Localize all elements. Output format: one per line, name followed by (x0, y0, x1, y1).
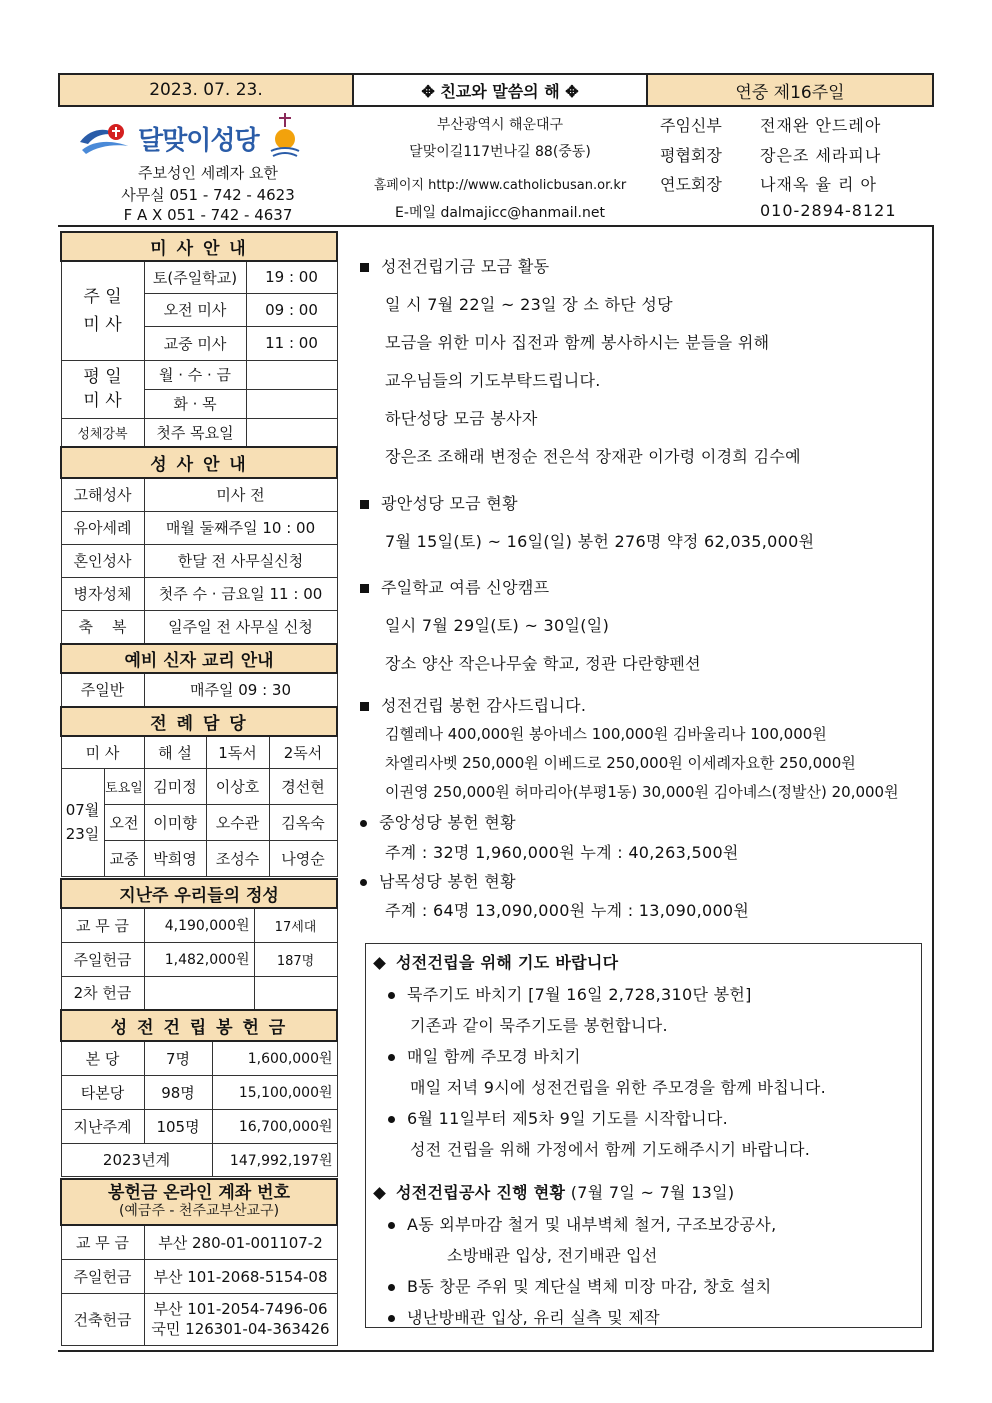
prayer-item-text: 묵주기도 바치기 [7월 16일 2,728,310단 봉헌] (407, 985, 752, 1004)
fund-count: 105명 (144, 1109, 212, 1143)
reader1: 오수관 (206, 804, 269, 840)
news-text: 7월 15일(토) ~ 16일(일) 봉헌 276명 약정 62,035,000원 (385, 532, 815, 551)
divider (58, 1350, 934, 1352)
mass-name: 토(주일학교) (144, 261, 246, 293)
moon-emblem-icon (265, 113, 305, 163)
offerings-title: 지난주 우리들의 정성 (61, 879, 337, 908)
fund-count: 7명 (144, 1041, 212, 1075)
catechism-label: 주일반 (61, 673, 144, 706)
prayer-heading (375, 950, 618, 973)
accounts-table (60, 1178, 338, 1346)
divider (932, 225, 934, 1352)
mass-time: 19 : 00 (246, 261, 337, 293)
news-item (360, 693, 586, 716)
catechism-title: 예비 신자 교리 안내 (61, 644, 337, 673)
offering-amount: 4,190,000원 (144, 908, 254, 942)
liturgy-date: 07월 23일 (61, 768, 104, 876)
divider (58, 225, 934, 227)
mass-time (246, 360, 337, 389)
address-line2: 달맞이길117번나길 88(중동) (409, 144, 591, 160)
patron-saint: 주보성인 세례자 요한 (138, 164, 278, 182)
accounts-title: 봉헌금 온라인 계좌 번호 (108, 1183, 290, 1203)
news-text: 하단성당 모금 봉사자 (385, 409, 538, 428)
building-fund-title: 성 전 건 립 봉 헌 금 (61, 1010, 337, 1041)
bulletin-date: 2023. 07. 23. (60, 75, 354, 105)
reader1: 이상호 (206, 768, 269, 804)
year-total-amount: 147,992,197원 (212, 1143, 337, 1176)
construction-title: 성전건립공사 진행 현황 (396, 1183, 566, 1202)
news-text: 주계 : 32명 1,960,000원 누계 : 40,263,500원 (385, 843, 739, 862)
fund-amount: 1,600,000원 (212, 1041, 337, 1075)
liturgical-week: 연중 제16주일 (648, 75, 932, 105)
fund-amount: 15,100,000원 (212, 1075, 337, 1109)
account-label: 교 무 금 (61, 1225, 144, 1259)
liturgy-mass: 교중 (104, 840, 144, 876)
church-name: 달맞이성당 (138, 125, 259, 156)
sacrament-value: 일주일 전 사무실 신청 (144, 610, 337, 643)
wave-logo-icon (78, 118, 134, 158)
sacrament-value: 한달 전 사무실신청 (144, 544, 337, 577)
account-label: 주일헌금 (61, 1259, 144, 1293)
construction-heading (375, 1180, 734, 1203)
mass-name: 월 · 수 · 금 (144, 360, 246, 389)
prayer-item (388, 982, 752, 1005)
role-title: 연도회장 (660, 175, 722, 194)
prayer-item-sub: 기존과 같이 묵주기도를 봉헌합니다. (410, 1016, 668, 1035)
mass-time: 11 : 00 (246, 326, 337, 360)
square-bullet-icon (360, 584, 369, 593)
news-title: 주일학교 여름 신앙캠프 (381, 578, 550, 597)
account-number: 국민 126301-04-363426 (151, 1320, 330, 1338)
dot-bullet-icon (388, 1054, 395, 1061)
account-number: 부산 101-2068-5154-08 (144, 1259, 337, 1293)
offerings-table (60, 878, 338, 1010)
news-item (360, 810, 516, 833)
role-name: 전재완 안드레아 (760, 116, 882, 135)
fund-label: 타본당 (61, 1075, 144, 1109)
church-logo (78, 112, 328, 164)
news-text: 모금을 위한 미사 집전과 함께 봉사하시는 분들을 위해 (385, 333, 770, 352)
sacrament-label: 병자성체 (61, 577, 144, 610)
mass-time (246, 389, 337, 418)
catechism-value: 매주일 09 : 30 (144, 673, 337, 706)
offering-label: 2차 헌금 (61, 976, 144, 1009)
news-item (360, 575, 549, 598)
construction-item (388, 1305, 660, 1328)
catechism-table (60, 643, 338, 707)
fund-count: 98명 (144, 1075, 212, 1109)
homepage-link[interactable]: 홈페이지 http://www.catholicbusan.or.kr (373, 178, 627, 193)
address-line1: 부산광역시 해운대구 (436, 117, 564, 133)
accounts-subtitle: (예금주 - 천주교부산교구) (118, 1203, 280, 1219)
mass-name: 오전 미사 (144, 293, 246, 326)
reader2: 경선현 (269, 768, 337, 804)
sacrament-label: 축 복 (61, 610, 144, 643)
news-text: 김헬레나 400,000원 봉아네스 100,000원 김바울리나 100,000원 (385, 725, 827, 743)
prayer-item-sub: 매일 저녁 9시에 성전건립을 위한 주모경을 함께 바칩니다. (410, 1078, 826, 1097)
prayer-item-text: 6월 11일부터 제5차 9일 기도를 시작합니다. (407, 1109, 729, 1128)
offering-amount (144, 976, 254, 1009)
mass-time: 09 : 00 (246, 293, 337, 326)
news-title: 성전건립 봉헌 감사드립니다. (381, 696, 587, 715)
construction-item-text: A동 외부마감 철거 및 내부벽체 철거, 구조보강공사, (407, 1215, 777, 1234)
fund-label: 본 당 (61, 1041, 144, 1075)
commentator: 김미정 (144, 768, 206, 804)
reader1: 조성수 (206, 840, 269, 876)
mass-name: 화 · 목 (144, 389, 246, 418)
reader2: 나영순 (269, 840, 337, 876)
offering-label: 교 무 금 (61, 908, 144, 942)
news-text: 차엘리사벳 250,000원 이베드로 250,000원 이세례자요한 250,000원 (385, 754, 856, 772)
news-text: 주계 : 64명 13,090,000원 누계 : 13,090,000원 (385, 901, 750, 920)
square-bullet-icon (360, 263, 369, 272)
sacrament-value: 매월 둘째주일 10 : 00 (144, 511, 337, 544)
fund-amount: 16,700,000원 (212, 1109, 337, 1143)
email-address[interactable]: E-메일 dalmajicc@hanmail.net (395, 205, 605, 221)
prayer-item (388, 1044, 581, 1067)
weekday-mass-label: 평 일 미 사 (61, 360, 144, 418)
offering-count (254, 976, 337, 1009)
prayer-item (388, 1106, 728, 1129)
account-number: 부산 101-2054-7496-06 (153, 1300, 328, 1318)
mass-title: 미 사 안 내 (61, 232, 337, 261)
construction-item (388, 1274, 772, 1297)
sacrament-value: 첫주 수 · 금요일 11 : 00 (144, 577, 337, 610)
liturgy-header: 미 사 (61, 736, 144, 768)
mass-table (60, 231, 338, 448)
account-label: 건축헌금 (61, 1293, 144, 1345)
square-bullet-icon (360, 500, 369, 509)
offering-count: 17세대 (254, 908, 337, 942)
diamond-bullet-icon (373, 1187, 386, 1200)
mass-name: 교중 미사 (144, 326, 246, 360)
role-title: 주임신부 (660, 116, 722, 135)
sacrament-value: 미사 전 (144, 478, 337, 511)
news-title: 중앙성당 봉헌 현황 (379, 813, 516, 832)
liturgy-header: 1독서 (206, 736, 269, 768)
header-bar (58, 73, 934, 107)
sacrament-label: 혼인성사 (61, 544, 144, 577)
dot-bullet-icon (360, 820, 367, 827)
liturgy-header: 해 설 (144, 736, 206, 768)
news-item (360, 491, 518, 514)
fund-label: 지난주계 (61, 1109, 144, 1143)
sacrament-label: 고해성사 (61, 478, 144, 511)
commentator: 이미향 (144, 804, 206, 840)
liturgy-header: 2독서 (269, 736, 337, 768)
sacraments-title: 성 사 안 내 (61, 447, 337, 478)
sacrament-label: 유아세례 (61, 511, 144, 544)
contact-phone: 010-2894-8121 (760, 201, 897, 220)
construction-item-sub: 소방배관 입상, 전기배관 입선 (447, 1246, 658, 1265)
dot-bullet-icon (388, 1116, 395, 1123)
construction-item-text: 냉난방배관 입상, 유리 실측 및 제작 (407, 1308, 660, 1327)
square-bullet-icon (360, 702, 369, 711)
sunday-mass-label: 주 일 미 사 (61, 261, 144, 360)
construction-item (388, 1212, 776, 1235)
construction-period: (7월 7일 ~ 7월 13일) (565, 1183, 735, 1202)
news-text: 일 시 7월 22일 ~ 23일 장 소 하단 성당 (385, 295, 673, 314)
liturgy-table (60, 706, 338, 877)
building-accounts (144, 1293, 337, 1345)
news-title: 남목성당 봉헌 현황 (379, 872, 516, 891)
commentator: 박희영 (144, 840, 206, 876)
fax-number: F A X 051 - 742 - 4637 (123, 206, 293, 224)
news-text: 이권영 250,000원 허마리아(부평1동) 30,000원 김아녜스(정발산) 20,000원 (385, 783, 899, 801)
liturgy-mass: 토요일 (104, 768, 144, 804)
prayer-item-text: 매일 함께 주모경 바치기 (407, 1047, 581, 1066)
offering-count: 187명 (254, 942, 337, 976)
role-name: 장은조 세라피나 (760, 146, 882, 165)
news-text: 교우님들의 기도부탁드립니다. (385, 371, 601, 390)
news-item (360, 869, 516, 892)
liturgy-title: 전 례 담 당 (61, 707, 337, 736)
dot-bullet-icon (388, 992, 395, 999)
news-item (360, 254, 549, 277)
news-text: 일시 7월 29일(토) ~ 30일(일) (385, 616, 610, 635)
dot-bullet-icon (388, 1315, 395, 1322)
account-number: 부산 280-01-001107-2 (144, 1225, 337, 1259)
sacraments-table (60, 446, 338, 644)
dot-bullet-icon (388, 1222, 395, 1229)
adoration-label: 성체강복 (61, 418, 144, 447)
building-fund-table (60, 1009, 338, 1177)
liturgy-mass: 오전 (104, 804, 144, 840)
prayer-item-sub: 성전 건립을 위해 가정에서 함께 기도해주시기 바랍니다. (410, 1140, 811, 1159)
accounts-header (61, 1179, 337, 1225)
news-title: 광안성당 모금 현황 (381, 494, 518, 513)
adoration-value: 첫주 목요일 (144, 418, 246, 447)
reader2: 김옥숙 (269, 804, 337, 840)
prayer-title: 성전건립을 위해 기도 바랍니다 (396, 953, 619, 972)
role-name: 나재옥 율 리 아 (760, 175, 877, 194)
news-text: 장소 양산 작은나무숲 학교, 정관 다란향펜션 (385, 654, 701, 673)
dot-bullet-icon (388, 1284, 395, 1291)
office-phone: 사무실 051 - 742 - 4623 (121, 186, 295, 204)
construction-item-text: B동 창문 주위 및 계단실 벽체 미장 마감, 창호 설치 (407, 1277, 772, 1296)
dot-bullet-icon (360, 879, 367, 886)
diamond-bullet-icon (373, 957, 386, 970)
offering-label: 주일헌금 (61, 942, 144, 976)
year-motto: ✥ 친교와 말씀의 해 ✥ (354, 75, 648, 105)
role-title: 평협회장 (660, 146, 722, 165)
year-total-label: 2023년계 (61, 1143, 212, 1176)
offering-amount: 1,482,000원 (144, 942, 254, 976)
news-text: 장은조 조해래 변정순 전은석 장재관 이가령 이경희 김수예 (385, 447, 801, 466)
news-title: 성전건립기금 모금 활동 (381, 257, 550, 276)
